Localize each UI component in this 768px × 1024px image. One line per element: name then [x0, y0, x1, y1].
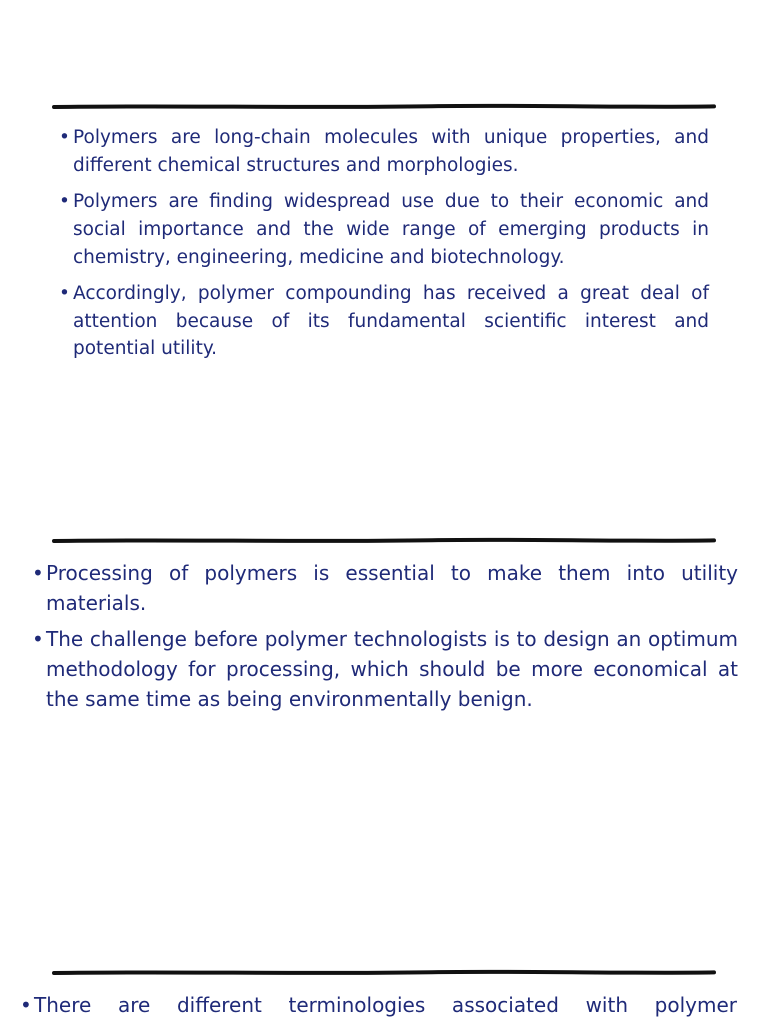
bullet-text: The challenge before polymer technologists is to design an optimum methodology for processing, which should be more economical at the same time as being environmentally benign. [46, 627, 738, 711]
slide-3-bullet-list [20, 990, 737, 1020]
bullet-text: Polymers are finding widespread use due to their economic and social importance and the wide range of emerging products in chemistry, engineering, medicine and biotechnology. [73, 190, 709, 268]
slide-1-divider-line [52, 102, 716, 112]
slide-1-bullet-list [59, 124, 709, 372]
slide-1-bullet-2 [59, 188, 709, 271]
bullet-text: Processing of polymers is essential to make them into utility materials. [46, 561, 738, 615]
slide-1-bullet-3 [59, 280, 709, 363]
slide-3-divider [52, 968, 716, 978]
slide-2-bullet-list [32, 558, 738, 720]
slide-2-divider [52, 536, 716, 546]
bullet-dot: • [59, 190, 70, 212]
bullet-dot: • [20, 993, 32, 1017]
bullet-dot: • [59, 282, 70, 304]
slide-3-bullet-1 [20, 990, 737, 1020]
bullet-text: There are different terminologies associated with polymer [34, 993, 737, 1017]
slide-2-bullet-1 [32, 558, 738, 618]
slide-1-bullet-1 [59, 124, 709, 180]
bullet-dot: • [59, 127, 70, 148]
bullet-dot: • [32, 561, 44, 585]
bullet-dot: • [32, 627, 44, 651]
slide-1-divider [52, 102, 716, 112]
bullet-text: Polymers are long-chain molecules with unique properties, and different chemical structures and morphologies. [73, 127, 709, 176]
slide-2-divider-line [52, 536, 716, 546]
bullet-text: Accordingly, polymer compounding has received a great deal of attention because of its fundamental scientific interest and potential utility. [73, 282, 709, 360]
slide-2-bullet-2 [32, 624, 738, 714]
slide-3-divider-line [52, 968, 716, 978]
